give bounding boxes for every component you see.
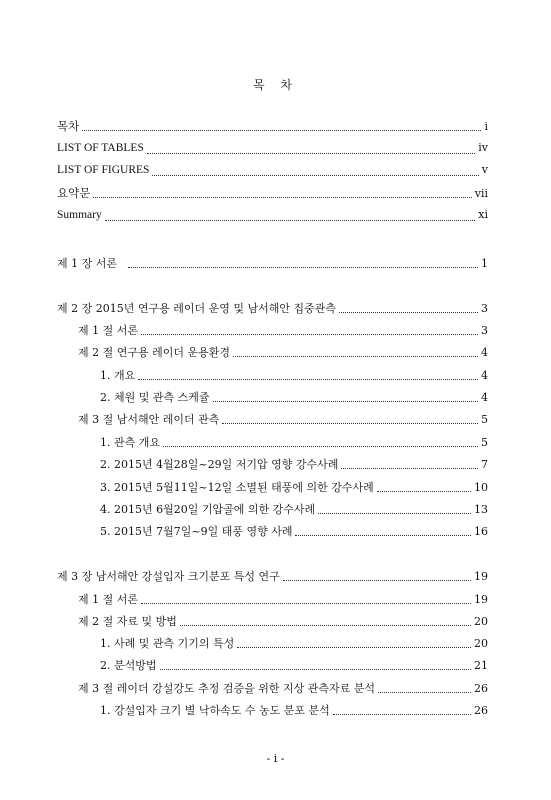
toc-entry-label: 제 1 절 서론 — [78, 324, 138, 337]
toc-subsection[interactable] — [100, 501, 488, 517]
toc-page-number: 10 — [474, 481, 488, 494]
toc-entry-label: 5. 2015년 7월7일~9일 태풍 영향 사례 — [100, 525, 293, 538]
toc-subsection[interactable] — [100, 479, 488, 495]
toc-entry-label: 2. 분석방법 — [100, 659, 157, 672]
toc-entry-label: 제 2 절 자료 및 방법 — [78, 615, 177, 628]
toc-entry-label: Summary — [57, 209, 102, 221]
toc-entry-label: 목차 — [57, 121, 80, 133]
toc-subsection[interactable] — [100, 523, 488, 539]
toc-page-number: 26 — [474, 704, 488, 717]
leader-dots — [377, 490, 471, 492]
toc-page-number: 7 — [481, 458, 488, 471]
toc-subsection[interactable] — [100, 434, 488, 450]
toc-entry-list-of-figures[interactable] — [57, 163, 488, 179]
toc-entry-label: 제 3 절 레이더 강설강도 추정 검증을 위한 지상 관측자료 분석 — [78, 682, 375, 695]
toc-page-number: 13 — [474, 503, 488, 516]
leader-dots — [128, 266, 478, 268]
toc-page-number: 16 — [474, 525, 488, 538]
leader-dots — [378, 691, 471, 693]
toc-section[interactable] — [78, 591, 488, 607]
leader-dots — [339, 311, 478, 313]
leader-dots — [318, 512, 471, 514]
leader-dots — [222, 422, 478, 424]
leader-dots — [237, 646, 471, 648]
toc-entry-label: 2. 2015년 4월28일~29일 저기압 영향 강수사례 — [100, 458, 339, 471]
leader-dots — [180, 624, 471, 626]
toc-entry-contents[interactable] — [57, 118, 488, 134]
toc-chapter-3[interactable] — [57, 568, 488, 584]
toc-entry-list-of-tables[interactable] — [57, 141, 488, 157]
toc-subsection[interactable] — [100, 389, 488, 405]
toc-page-number: 19 — [474, 593, 488, 606]
leader-dots — [105, 219, 476, 221]
toc-entry-label: LIST OF FIGURES — [57, 164, 150, 176]
toc-entry-label: 제 3 절 남서해안 레이더 관측 — [78, 413, 220, 426]
toc-entry-label: LIST OF TABLES — [57, 142, 144, 154]
toc-page-number: iv — [478, 141, 488, 154]
toc-section[interactable] — [78, 680, 488, 696]
toc-subsection[interactable] — [100, 702, 488, 718]
leader-dots — [93, 196, 471, 198]
leader-dots — [138, 378, 478, 380]
toc-page-number: 20 — [474, 615, 488, 628]
toc-page-number: 5 — [481, 413, 488, 426]
toc-page-number: xi — [478, 208, 488, 221]
leader-dots — [233, 355, 478, 357]
toc-subsection[interactable] — [100, 635, 488, 651]
toc-page-number: 4 — [481, 369, 488, 382]
toc-subsection[interactable] — [100, 456, 488, 472]
toc-subsection[interactable] — [100, 657, 488, 673]
toc-chapter-1[interactable] — [57, 255, 488, 271]
leader-dots — [295, 534, 471, 536]
toc-entry-label: 1. 관측 개요 — [100, 436, 160, 449]
toc-page-number: 3 — [481, 324, 488, 337]
toc-page-number: 1 — [481, 257, 488, 270]
toc-entry-abstract-korean[interactable] — [57, 185, 488, 201]
toc-entry-label: 1. 개요 — [100, 369, 136, 382]
toc-page-number: 21 — [474, 659, 488, 672]
toc-section[interactable] — [78, 411, 488, 427]
toc-page-number: 4 — [481, 391, 488, 404]
toc-entry-label: 제 3 장 남서해안 강설입자 크기분포 특성 연구 — [57, 570, 280, 583]
toc-entry-label: 제 1 장 서론 — [57, 257, 117, 270]
toc-page-number: 4 — [481, 346, 488, 359]
toc-entry-label: 제 2 장 2015년 연구용 레이더 운영 및 남서해안 집중관측 — [57, 302, 336, 315]
toc-page-number: 19 — [474, 570, 488, 583]
leader-dots — [163, 445, 478, 447]
leader-dots — [152, 174, 478, 176]
toc-page-number: vii — [474, 187, 488, 200]
toc-page-number: v — [481, 163, 488, 176]
leader-dots — [341, 467, 478, 469]
page-footer-number: - i - — [266, 752, 285, 765]
toc-entry-label: 4. 2015년 6월20일 기압골에 의한 강수사례 — [100, 503, 316, 516]
leader-dots — [141, 602, 471, 604]
toc-page-number: 5 — [481, 436, 488, 449]
toc-entry-summary[interactable] — [57, 208, 488, 224]
leader-dots — [82, 129, 481, 131]
toc-subsection[interactable] — [100, 367, 488, 383]
toc-page-number: 3 — [481, 302, 488, 315]
toc-page-number: 26 — [474, 682, 488, 695]
toc-entry-label: 3. 2015년 5월11일~12일 소멸된 태풍에 의한 강수사례 — [100, 481, 374, 494]
toc-chapter-2[interactable] — [57, 300, 488, 316]
toc-entry-label: 제 2 절 연구용 레이더 운용환경 — [78, 346, 230, 359]
toc-section[interactable] — [78, 344, 488, 360]
toc-entry-label: 1. 강설입자 크기 별 낙하속도 수 농도 분포 분석 — [100, 704, 330, 717]
toc-entry-label: 요약문 — [57, 188, 91, 200]
leader-dots — [147, 152, 475, 154]
leader-dots — [283, 579, 471, 581]
toc-page-number: i — [484, 120, 488, 133]
leader-dots — [333, 713, 471, 715]
leader-dots — [141, 333, 478, 335]
toc-entry-label: 2. 체원 및 관측 스케쥴 — [100, 391, 210, 404]
toc-entry-label: 1. 사례 및 관측 기기의 특성 — [100, 637, 235, 650]
page-title: 목 차 — [253, 78, 298, 92]
toc-page-number: 20 — [474, 637, 488, 650]
toc-section[interactable] — [78, 322, 488, 338]
leader-dots — [160, 668, 472, 670]
toc-entry-label: 제 1 절 서론 — [78, 593, 138, 606]
toc-section[interactable] — [78, 613, 488, 629]
leader-dots — [213, 400, 479, 402]
